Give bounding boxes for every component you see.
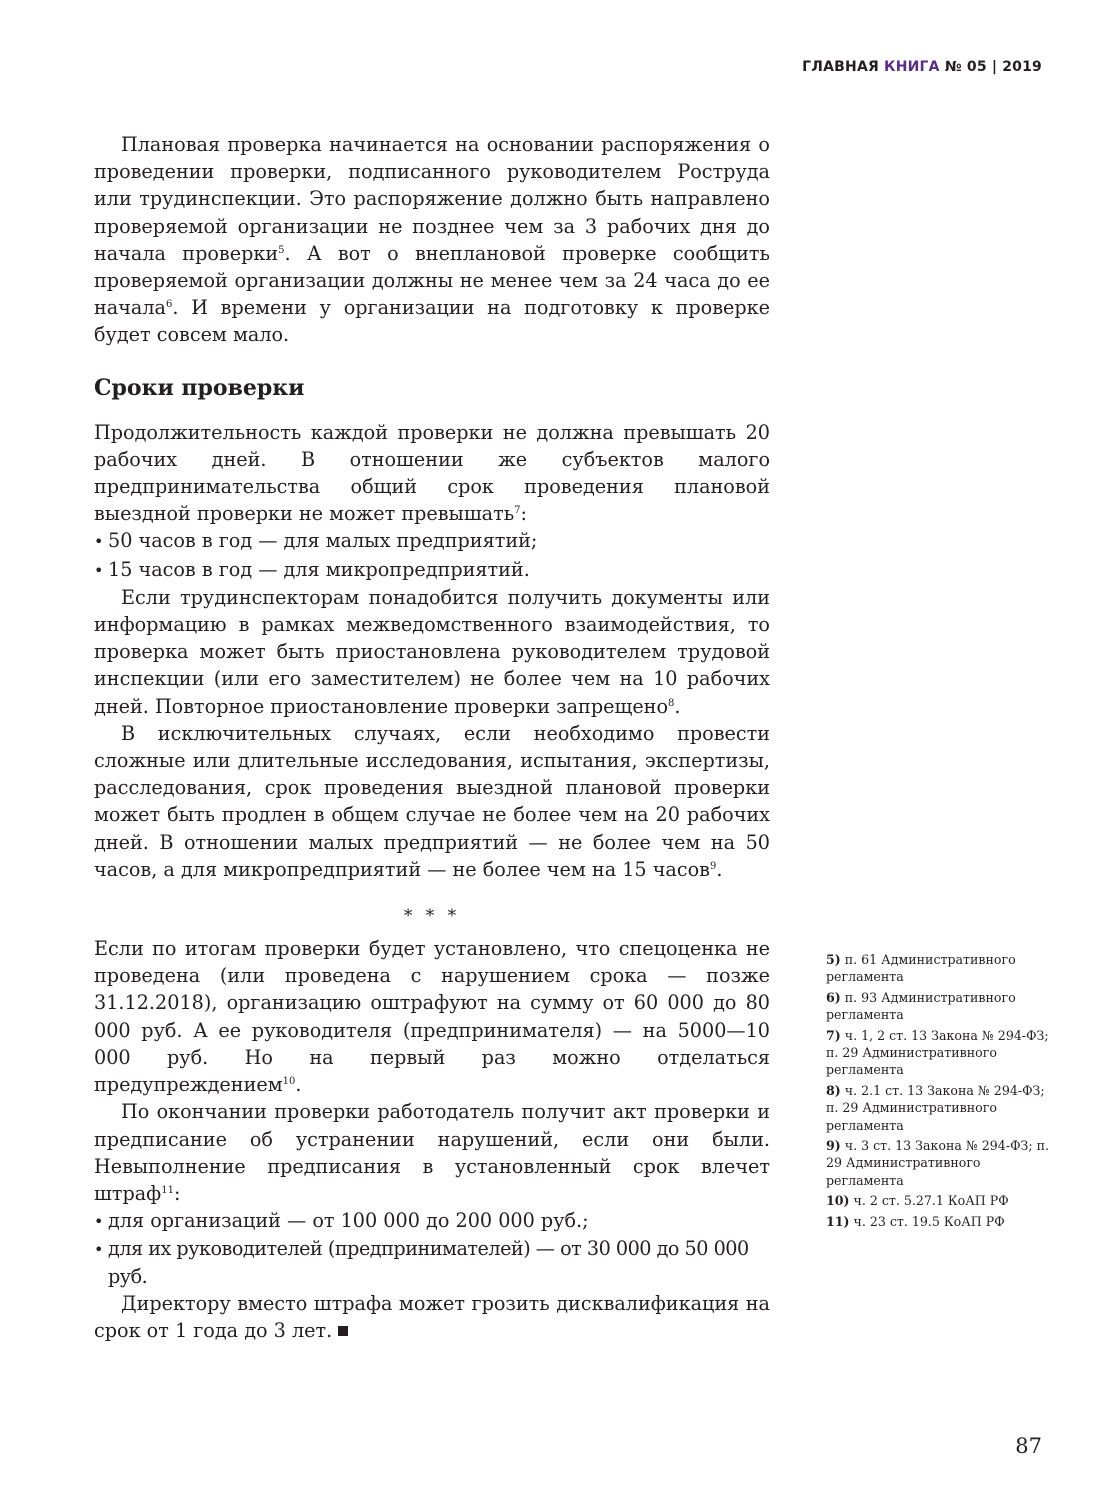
final-text-1-end: . (295, 1073, 302, 1097)
intro-text-3: . И времени у организации на подготовку к проверке будет совсем мало. (94, 296, 770, 347)
footnote-ref-10[interactable]: 10 (282, 1076, 296, 1088)
footnote-number: 5) (826, 952, 841, 967)
magazine-name-part2: КНИГА (884, 59, 940, 75)
list-item (94, 1235, 770, 1289)
footnote-item (826, 1213, 1050, 1230)
section-paragraph-3 (94, 720, 770, 883)
section-paragraph-1 (94, 419, 770, 528)
section-text-1: Продолжительность каждой проверки не должна превышать 20 рабочих дней. В отношении же субъектов малого предпринимательства общий срок проведения плановой выездной проверки не может превышать (94, 420, 770, 526)
footnote-ref-6[interactable]: 6 (165, 299, 173, 311)
section-text-3-end: . (716, 857, 723, 881)
footnote-ref-8[interactable]: 8 (668, 697, 675, 709)
footnote-ref-9[interactable]: 9 (709, 860, 717, 872)
list-item-text: 15 часов в год — для микропредприятий. (108, 557, 530, 581)
final-text-2-end: : (173, 1181, 181, 1205)
bullet-icon: • (94, 532, 104, 552)
article-body (94, 131, 770, 1344)
list-item-text: для организаций — от 100 000 до 200 000 руб.; (108, 1209, 589, 1233)
section-text-2-end: . (674, 694, 681, 718)
footnote-number: 9) (826, 1138, 841, 1154)
footnote-text: п. 93 Административного регламента (826, 989, 1016, 1023)
section-text-2: Если трудинспекторам понадобится получить документы или информацию в рамках межведомственного взаимодействия, то проверка может быть приостановлена руководителем трудовой инспекции (или его заместителем) не более чем на 10 рабочих дней. Повторное приостановление проверки запрещено (94, 585, 770, 718)
final-text-2: По окончании проверки работодатель получит акт проверки и предписание об устранении нарушений, если они были. Невыполнение предписания в установленный срок влечет штраф (94, 1100, 770, 1205)
footnote-ref-7[interactable]: 7 (514, 505, 521, 517)
footnote-text: ч. 1, 2 ст. 13 Закона № 294-ФЗ; п. 29 Административного регламента (826, 1027, 1049, 1078)
footnotes-column (826, 951, 1050, 1233)
footnote-number: 11) (826, 1213, 850, 1229)
footnote-item (826, 1137, 1050, 1189)
section-text-3: В исключительных случаях, если необходимо провести сложные или длительные исследования, испытания, экспертизы, расследования, срок проведения выездной плановой проверки может быть продлен в общем случае не более чем на 20 рабочих дней. В отношении малых предприятий — не более чем на 50 часов, а для микропредприятий — не более чем на 15 часов (94, 721, 770, 881)
intro-paragraph (94, 131, 770, 349)
footnote-item (826, 989, 1050, 1024)
intro-text-2: . А вот о внеплановой проверке сообщить проверяемой организации должны не менее чем за 24 часа до ее начала (94, 241, 770, 320)
footnote-item (826, 951, 1050, 986)
section-text-1-end: : (520, 502, 528, 526)
footnote-text: ч. 2.1 ст. 13 Закона № 294-ФЗ; п. 29 Административного регламента (826, 1082, 1045, 1133)
footnote-ref-11[interactable]: 11 (161, 1184, 174, 1196)
final-text-1: Если по итогам проверки будет установлено, что спецоценка не проведена (или проведена с нарушением срока — позже 31.12.2018), организацию оштрафуют на сумму от 60 000 до 80 000 руб. А ее руководителя (предпринимателя) — на 5000—10 000 руб. Но на первый раз можно отделаться предупреждением (94, 937, 770, 1097)
bullet-icon: • (94, 1240, 104, 1260)
footnote-number: 10) (826, 1193, 850, 1209)
bullet-icon: • (94, 560, 104, 580)
footnote-number: 6) (826, 989, 841, 1005)
footnote-text: ч. 23 ст. 19.5 КоАП РФ (853, 1213, 1005, 1229)
section-separator: * * * (403, 906, 461, 927)
footnote-text: ч. 2 ст. 5.27.1 КоАП РФ (853, 1193, 1009, 1209)
running-header (802, 59, 1042, 75)
issue-label: № 05 | 2019 (944, 59, 1042, 75)
footnote-item (826, 1192, 1050, 1209)
intro-text-1: Плановая проверка начинается на основании распоряжения о проведении проверки, подписанного руководителем Роструда или трудинспекции. Это распоряжение должно быть направлено проверяемой организации не позднее чем за 3 рабочих дня до начала проверки (94, 133, 770, 265)
list-item-text: для их руководителей (предпринимателей) — от 30 000 до 50 000 руб. (108, 1237, 749, 1288)
magazine-name-part1: ГЛАВНАЯ (802, 59, 879, 75)
final-paragraph-2 (94, 1098, 770, 1207)
final-paragraph-1 (94, 935, 770, 1098)
section-paragraph-2 (94, 584, 770, 720)
final-paragraph-3 (94, 1290, 770, 1344)
list-item (94, 556, 770, 584)
footnote-ref-5[interactable]: 5 (278, 244, 285, 256)
bullet-icon: • (94, 1212, 104, 1232)
list-item-text: 50 часов в год — для малых предприятий; (108, 529, 538, 553)
footnote-text: п. 61 Административного регламента (826, 952, 1016, 985)
page-number: 87 (1015, 1434, 1042, 1458)
end-of-article-icon (338, 1326, 348, 1336)
list-item (94, 1207, 770, 1235)
footnote-number: 8) (826, 1082, 841, 1098)
footnote-item (826, 1082, 1050, 1134)
footnote-text: ч. 3 ст. 13 Закона № 294-ФЗ; п. 29 Административного регламента (826, 1138, 1050, 1188)
footnote-number: 7) (826, 1027, 841, 1043)
footnote-item (826, 1027, 1050, 1079)
section-heading: Сроки проверки (94, 374, 305, 401)
final-text-3: Директору вместо штрафа может грозить дисквалификация на срок от 1 года до 3 лет. (94, 1291, 770, 1342)
list-item (94, 527, 770, 555)
